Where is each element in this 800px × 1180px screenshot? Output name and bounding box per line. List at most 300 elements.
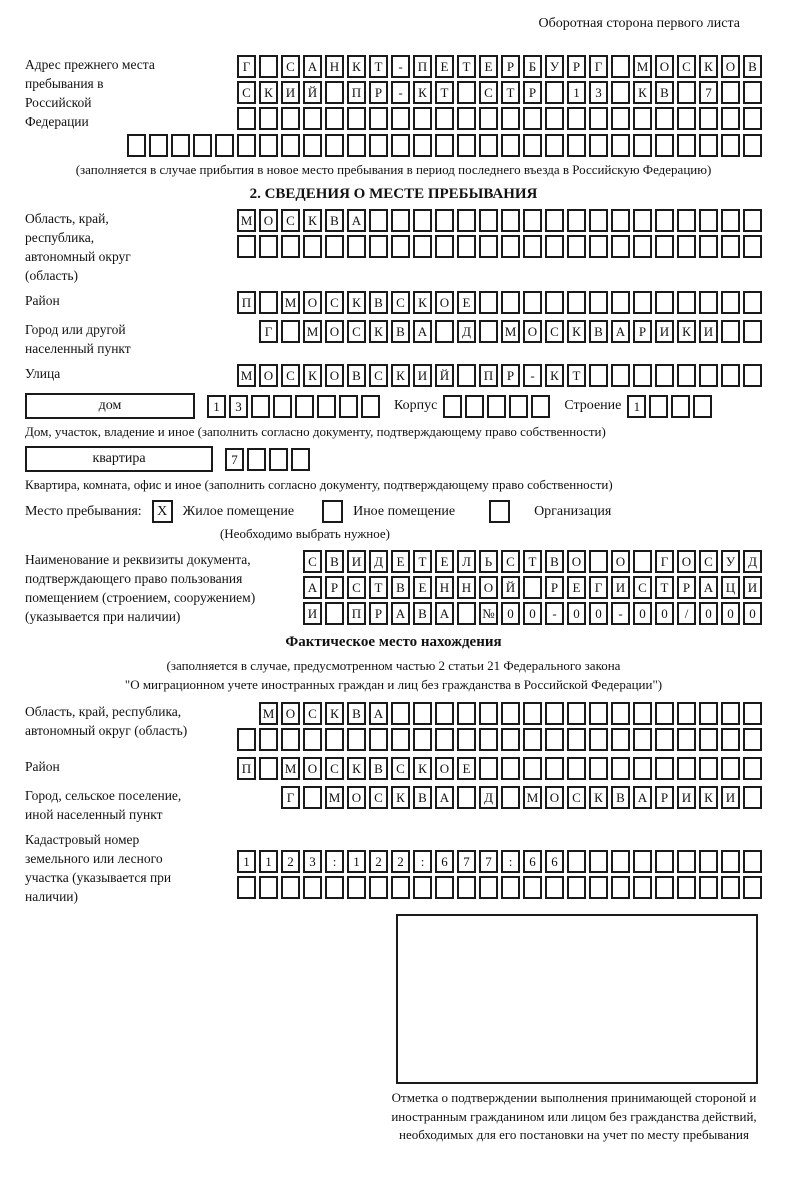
char-box[interactable]: К [413,291,432,314]
char-box[interactable]: И [743,576,762,599]
char-box[interactable] [655,235,674,258]
char-box[interactable] [303,786,322,809]
char-box[interactable] [545,235,564,258]
char-box[interactable] [677,702,696,725]
char-box[interactable]: О [567,550,586,573]
char-box[interactable] [501,107,520,130]
char-box[interactable]: К [347,55,366,78]
char-box[interactable] [281,876,300,899]
char-box[interactable]: О [325,364,344,387]
char-box[interactable] [677,728,696,751]
char-box[interactable]: М [237,209,256,232]
char-box[interactable] [457,235,476,258]
char-box[interactable]: И [347,550,366,573]
char-box[interactable] [325,134,344,157]
char-box[interactable]: - [611,602,630,625]
char-box[interactable]: И [611,576,630,599]
char-box[interactable]: К [699,786,718,809]
char-box[interactable] [479,728,498,751]
char-box[interactable]: С [369,786,388,809]
char-box[interactable] [281,235,300,258]
checkbox-inoe[interactable] [322,500,343,523]
char-box[interactable] [699,757,718,780]
char-box[interactable] [655,876,674,899]
char-box[interactable]: К [259,81,278,104]
char-box[interactable]: М [281,757,300,780]
char-box[interactable] [259,876,278,899]
char-box[interactable] [237,876,256,899]
char-box[interactable] [291,448,310,471]
char-box[interactable]: О [259,209,278,232]
char-box[interactable]: 7 [699,81,718,104]
char-box[interactable] [743,786,762,809]
char-box[interactable]: К [369,320,388,343]
char-box[interactable]: 2 [391,850,410,873]
char-box[interactable]: О [655,55,674,78]
char-box[interactable] [457,209,476,232]
char-box[interactable] [259,235,278,258]
char-box[interactable]: Н [457,576,476,599]
char-box[interactable]: - [391,81,410,104]
char-box[interactable]: Д [457,320,476,343]
char-box[interactable] [479,107,498,130]
char-box[interactable] [567,235,586,258]
char-box[interactable]: С [281,55,300,78]
char-box[interactable]: А [369,702,388,725]
char-box[interactable]: М [633,55,652,78]
checkbox-zhiloe[interactable]: X [152,500,173,523]
char-box[interactable]: О [611,550,630,573]
char-box[interactable]: 1 [567,81,586,104]
char-box[interactable]: 1 [259,850,278,873]
char-box[interactable]: / [677,602,696,625]
char-box[interactable] [567,876,586,899]
char-box[interactable]: В [413,786,432,809]
char-box[interactable] [721,81,740,104]
char-box[interactable]: 6 [435,850,454,873]
char-box[interactable]: К [545,364,564,387]
char-box[interactable]: У [545,55,564,78]
char-box[interactable] [523,576,542,599]
char-box[interactable]: 0 [567,602,586,625]
char-box[interactable] [633,364,652,387]
char-box[interactable] [281,728,300,751]
char-box[interactable] [501,291,520,314]
char-box[interactable]: С [347,320,366,343]
char-box[interactable]: К [303,209,322,232]
checkbox-organizaciya[interactable] [489,500,510,523]
char-box[interactable] [721,134,740,157]
char-box[interactable] [693,395,712,418]
char-box[interactable] [215,134,234,157]
char-box[interactable] [671,395,690,418]
char-box[interactable] [743,291,762,314]
char-box[interactable] [721,757,740,780]
char-box[interactable] [589,850,608,873]
char-box[interactable]: Т [523,550,542,573]
char-box[interactable]: О [435,291,454,314]
char-box[interactable]: О [303,291,322,314]
char-box[interactable]: В [743,55,762,78]
char-box[interactable] [611,209,630,232]
char-box[interactable]: Д [743,550,762,573]
char-box[interactable]: Р [325,576,344,599]
char-box[interactable]: Г [589,55,608,78]
char-box[interactable]: 0 [501,602,520,625]
char-box[interactable]: В [391,576,410,599]
char-box[interactable] [435,728,454,751]
char-box[interactable]: М [237,364,256,387]
char-box[interactable]: М [501,320,520,343]
char-box[interactable] [501,702,520,725]
char-box[interactable]: К [303,364,322,387]
char-box[interactable] [649,395,668,418]
char-box[interactable]: Г [237,55,256,78]
char-box[interactable]: К [347,757,366,780]
char-box[interactable] [545,81,564,104]
char-box[interactable]: С [237,81,256,104]
char-box[interactable] [699,235,718,258]
char-box[interactable]: О [677,550,696,573]
char-box[interactable]: А [347,209,366,232]
char-box[interactable] [743,876,762,899]
char-box[interactable]: : [325,850,344,873]
char-box[interactable]: С [303,550,322,573]
char-box[interactable] [413,728,432,751]
char-box[interactable] [589,209,608,232]
char-box[interactable] [193,134,212,157]
char-box[interactable]: 1 [207,395,226,418]
char-box[interactable] [435,702,454,725]
char-box[interactable] [655,364,674,387]
char-box[interactable] [391,728,410,751]
char-box[interactable] [633,107,652,130]
char-box[interactable]: В [589,320,608,343]
char-box[interactable]: О [435,757,454,780]
char-box[interactable]: : [501,850,520,873]
char-box[interactable] [347,134,366,157]
char-box[interactable] [391,235,410,258]
char-box[interactable] [699,134,718,157]
char-box[interactable] [611,291,630,314]
char-box[interactable]: 2 [369,850,388,873]
char-box[interactable] [457,134,476,157]
char-box[interactable] [369,134,388,157]
char-box[interactable]: С [501,550,520,573]
char-box[interactable] [611,876,630,899]
char-box[interactable]: К [325,702,344,725]
char-box[interactable] [523,235,542,258]
char-box[interactable]: П [413,55,432,78]
char-box[interactable]: О [545,786,564,809]
char-box[interactable] [303,107,322,130]
char-box[interactable]: И [699,320,718,343]
char-box[interactable]: 0 [633,602,652,625]
char-box[interactable]: А [303,576,322,599]
char-box[interactable]: Р [567,55,586,78]
char-box[interactable] [487,395,506,418]
char-box[interactable] [611,55,630,78]
char-box[interactable]: Н [435,576,454,599]
char-box[interactable] [743,728,762,751]
char-box[interactable] [317,395,336,418]
char-box[interactable]: С [325,757,344,780]
char-box[interactable]: 0 [523,602,542,625]
char-box[interactable] [523,107,542,130]
char-box[interactable]: Р [369,81,388,104]
char-box[interactable]: Е [413,576,432,599]
char-box[interactable] [611,728,630,751]
char-box[interactable]: С [303,702,322,725]
char-box[interactable] [247,448,266,471]
char-box[interactable]: В [611,786,630,809]
char-box[interactable]: В [347,702,366,725]
char-box[interactable]: 7 [225,448,244,471]
char-box[interactable] [251,395,270,418]
char-box[interactable]: С [347,576,366,599]
char-box[interactable] [295,395,314,418]
char-box[interactable]: Н [325,55,344,78]
char-box[interactable] [361,395,380,418]
char-box[interactable]: К [677,320,696,343]
char-box[interactable]: О [523,320,542,343]
char-box[interactable] [655,291,674,314]
char-box[interactable]: Р [369,602,388,625]
char-box[interactable] [457,602,476,625]
char-box[interactable] [347,235,366,258]
char-box[interactable] [699,728,718,751]
char-box[interactable] [721,107,740,130]
char-box[interactable]: Т [369,576,388,599]
char-box[interactable] [589,550,608,573]
char-box[interactable] [567,107,586,130]
char-box[interactable] [501,728,520,751]
char-box[interactable] [655,107,674,130]
char-box[interactable]: И [303,602,322,625]
char-box[interactable]: К [567,320,586,343]
char-box[interactable] [633,134,652,157]
char-box[interactable] [743,134,762,157]
char-box[interactable] [655,728,674,751]
char-box[interactable] [721,320,740,343]
char-box[interactable] [545,728,564,751]
char-box[interactable] [269,448,288,471]
char-box[interactable] [545,876,564,899]
char-box[interactable]: 1 [347,850,366,873]
char-box[interactable]: П [347,81,366,104]
char-box[interactable] [633,291,652,314]
char-box[interactable] [677,81,696,104]
char-box[interactable] [501,876,520,899]
char-box[interactable]: С [545,320,564,343]
char-box[interactable] [325,235,344,258]
char-box[interactable]: В [369,757,388,780]
char-box[interactable] [457,876,476,899]
char-box[interactable] [699,107,718,130]
char-box[interactable]: В [655,81,674,104]
char-box[interactable]: П [479,364,498,387]
char-box[interactable] [501,134,520,157]
char-box[interactable]: У [721,550,740,573]
char-box[interactable]: А [699,576,718,599]
char-box[interactable] [369,107,388,130]
char-box[interactable] [589,876,608,899]
char-box[interactable]: М [259,702,278,725]
char-box[interactable] [369,209,388,232]
char-box[interactable]: С [325,291,344,314]
char-box[interactable] [457,702,476,725]
char-box[interactable] [699,702,718,725]
char-box[interactable] [479,876,498,899]
char-box[interactable]: Р [545,576,564,599]
char-box[interactable] [303,134,322,157]
char-box[interactable]: П [237,757,256,780]
char-box[interactable] [633,850,652,873]
char-box[interactable] [509,395,528,418]
char-box[interactable] [347,107,366,130]
char-box[interactable] [325,602,344,625]
char-box[interactable]: М [325,786,344,809]
char-box[interactable] [457,107,476,130]
char-box[interactable] [743,364,762,387]
char-box[interactable]: А [303,55,322,78]
char-box[interactable] [677,850,696,873]
char-box[interactable] [633,209,652,232]
char-box[interactable] [633,728,652,751]
char-box[interactable]: К [391,364,410,387]
char-box[interactable]: 6 [523,850,542,873]
char-box[interactable]: 3 [589,81,608,104]
char-box[interactable] [339,395,358,418]
char-box[interactable] [479,235,498,258]
char-box[interactable]: А [413,320,432,343]
char-box[interactable] [435,876,454,899]
char-box[interactable] [611,235,630,258]
char-box[interactable]: Ь [479,550,498,573]
char-box[interactable]: В [369,291,388,314]
char-box[interactable] [347,876,366,899]
char-box[interactable]: О [347,786,366,809]
char-box[interactable]: 0 [699,602,718,625]
char-box[interactable]: К [589,786,608,809]
char-box[interactable] [523,209,542,232]
char-box[interactable] [435,134,454,157]
char-box[interactable] [743,235,762,258]
char-box[interactable]: В [545,550,564,573]
char-box[interactable] [259,134,278,157]
char-box[interactable] [589,728,608,751]
char-box[interactable]: С [567,786,586,809]
char-box[interactable] [589,291,608,314]
char-box[interactable] [127,134,146,157]
char-box[interactable]: Е [391,550,410,573]
char-box[interactable] [465,395,484,418]
char-box[interactable]: А [611,320,630,343]
char-box[interactable]: О [281,702,300,725]
char-box[interactable]: М [303,320,322,343]
char-box[interactable]: С [699,550,718,573]
char-box[interactable]: 0 [589,602,608,625]
char-box[interactable] [237,235,256,258]
char-box[interactable] [545,134,564,157]
char-box[interactable]: Ц [721,576,740,599]
char-box[interactable]: К [347,291,366,314]
char-box[interactable]: И [721,786,740,809]
char-box[interactable]: 0 [655,602,674,625]
char-box[interactable]: А [435,786,454,809]
char-box[interactable] [633,876,652,899]
char-box[interactable]: С [633,576,652,599]
char-box[interactable]: М [523,786,542,809]
char-box[interactable]: 2 [281,850,300,873]
char-box[interactable] [325,876,344,899]
char-box[interactable]: Д [369,550,388,573]
char-box[interactable] [699,209,718,232]
char-box[interactable]: Т [369,55,388,78]
char-box[interactable]: 6 [545,850,564,873]
char-box[interactable] [281,134,300,157]
char-box[interactable]: С [369,364,388,387]
char-box[interactable] [567,291,586,314]
char-box[interactable]: 0 [721,602,740,625]
char-box[interactable] [523,757,542,780]
char-box[interactable] [677,235,696,258]
char-box[interactable] [699,850,718,873]
char-box[interactable] [545,291,564,314]
char-box[interactable] [457,728,476,751]
char-box[interactable]: Т [655,576,674,599]
char-box[interactable] [435,320,454,343]
char-box[interactable] [655,757,674,780]
char-box[interactable] [435,107,454,130]
char-box[interactable] [369,728,388,751]
char-box[interactable] [171,134,190,157]
char-box[interactable] [523,728,542,751]
char-box[interactable] [633,235,652,258]
char-box[interactable] [479,757,498,780]
char-box[interactable]: К [413,81,432,104]
char-box[interactable]: 1 [627,395,646,418]
char-box[interactable] [589,134,608,157]
char-box[interactable] [523,134,542,157]
char-box[interactable]: К [413,757,432,780]
char-box[interactable] [501,209,520,232]
char-box[interactable] [443,395,462,418]
char-box[interactable] [589,702,608,725]
char-box[interactable] [633,757,652,780]
char-box[interactable]: К [633,81,652,104]
char-box[interactable]: Т [435,81,454,104]
char-box[interactable]: Б [523,55,542,78]
char-box[interactable] [457,364,476,387]
char-box[interactable] [413,107,432,130]
char-box[interactable]: С [677,55,696,78]
char-box[interactable] [611,702,630,725]
char-box[interactable] [523,876,542,899]
char-box[interactable]: Т [501,81,520,104]
char-box[interactable] [545,757,564,780]
char-box[interactable]: А [435,602,454,625]
char-box[interactable] [391,702,410,725]
char-box[interactable] [589,757,608,780]
char-box[interactable] [325,81,344,104]
char-box[interactable] [721,728,740,751]
char-box[interactable] [479,702,498,725]
char-box[interactable] [325,107,344,130]
char-box[interactable]: В [325,550,344,573]
char-box[interactable] [677,291,696,314]
char-box[interactable]: Р [677,576,696,599]
